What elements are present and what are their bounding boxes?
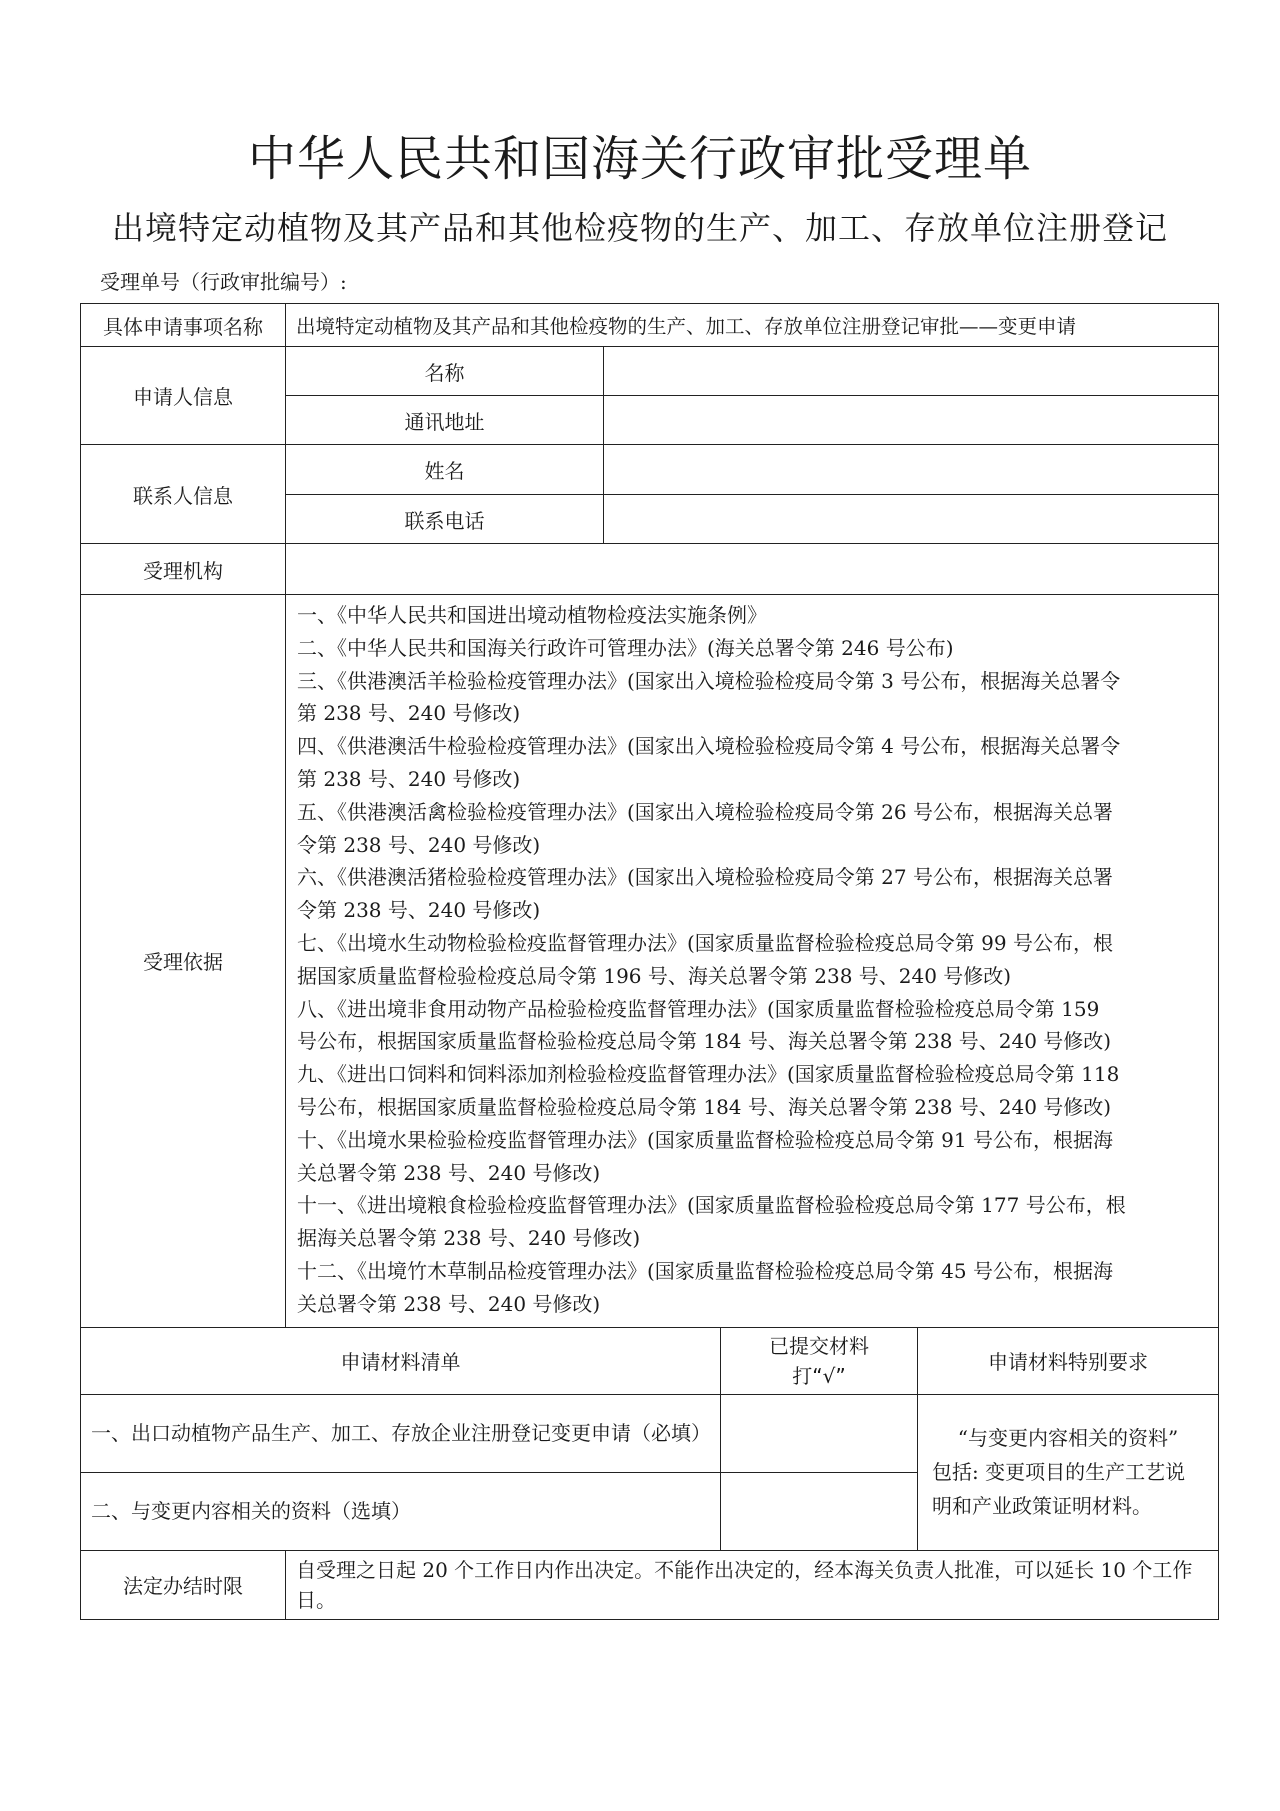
basis-line: 据海关总署令第 238 号、240 号修改) — [297, 1226, 641, 1251]
agency-row — [81, 544, 1219, 595]
applicant-address-label: 通讯地址 — [286, 396, 604, 445]
agency-label: 受理机构 — [81, 544, 286, 595]
item-value: 出境特定动植物及其产品和其他检疫物的生产、加工、存放单位注册登记审批——变更申请 — [286, 304, 1219, 347]
basis-line: 九、《进出口饲料和饲料添加剂检验检疫监督管理办法》(国家质量监督检验检疫总局令第 118 — [297, 1062, 1120, 1087]
basis-line: 六、《供港澳活猪检验检疫管理办法》(国家出入境检验检疫局令第 27 号公布，根据海关总署 — [297, 865, 1113, 890]
requirement-line-1: “与变更内容相关的资料” — [957, 1426, 1179, 1451]
contact-name-field[interactable] — [604, 445, 1219, 495]
basis-line: 令第 238 号、240 号修改) — [297, 832, 541, 857]
basis-line: 关总署令第 238 号、240 号修改) — [297, 1160, 601, 1185]
contact-phone-label: 联系电话 — [286, 495, 604, 544]
basis-line: 号公布，根据国家质量监督检验检疫总局令第 184 号、海关总署令第 238 号、240 号修改) — [297, 1029, 1112, 1054]
material-item-2-checkbox[interactable] — [721, 1472, 918, 1550]
basis-line: 二、《中华人民共和国海关行政许可管理办法》(海关总署令第 246 号公布) — [297, 635, 954, 660]
basis-line: 三、《供港澳活羊检验检疫管理办法》(国家出入境检验检疫局令第 3 号公布，根据海关总署令 — [297, 668, 1121, 693]
materials-list-header: 申请材料清单 — [81, 1327, 721, 1394]
basis-line: 第 238 号、240 号修改) — [297, 766, 521, 791]
basis-line: 四、《供港澳活牛检验检疫管理办法》(国家出入境检验检疫局令第 4 号公布，根据海关总署令 — [297, 734, 1121, 759]
contact-info-label: 联系人信息 — [81, 445, 286, 544]
item-row — [81, 304, 1219, 347]
contact-name-row — [81, 445, 1219, 495]
basis-line: 十二、《出境竹木草制品检疫管理办法》(国家质量监督检验检疫总局令第 45 号公布，根据海 — [297, 1258, 1113, 1283]
approval-form-table — [80, 303, 1219, 1620]
applicant-name-field[interactable] — [604, 347, 1219, 396]
accept-number-label: 受理单号（行政审批编号）: — [100, 270, 347, 294]
materials-submitted-header — [721, 1327, 918, 1394]
document-subtitle: 出境特定动植物及其产品和其他检疫物的生产、加工、存放单位注册登记 — [111, 209, 1168, 247]
basis-label: 受理依据 — [81, 595, 286, 1328]
basis-line: 据国家质量监督检验检疫总局令第 196 号、海关总署令第 238 号、240 号修改) — [297, 963, 1012, 988]
document-title: 中华人民共和国海关行政审批受理单 — [247, 131, 1032, 187]
basis-line: 七、《出境水生动物检验检疫监督管理办法》(国家质量监督检验检疫总局令第 99 号公布，根 — [297, 930, 1113, 955]
material-item-1-checkbox[interactable] — [721, 1394, 918, 1472]
basis-line: 十一、《进出境粮食检验检疫监督管理办法》(国家质量监督检验检疫总局令第 177 号公布，根 — [297, 1193, 1126, 1218]
basis-line: 号公布，根据国家质量监督检验检疫总局令第 184 号、海关总署令第 238 号、240 号修改) — [297, 1094, 1112, 1119]
item-label: 具体申请事项名称 — [81, 304, 286, 347]
applicant-name-row — [81, 347, 1219, 396]
applicant-address-field[interactable] — [604, 396, 1219, 445]
contact-phone-field[interactable] — [604, 495, 1219, 544]
basis-line: 令第 238 号、240 号修改) — [297, 898, 541, 923]
basis-line: 一、《中华人民共和国进出境动植物检疫法实施条例》 — [297, 603, 767, 627]
basis-line: 十、《出境水果检验检疫监督管理办法》(国家质量监督检验检疫总局令第 91 号公布，根据海 — [297, 1127, 1113, 1152]
applicant-info-label: 申请人信息 — [81, 347, 286, 445]
materials-header-row — [81, 1327, 1219, 1394]
materials-submitted-header-line2: 打“√” — [792, 1363, 846, 1388]
basis-content — [286, 595, 1219, 1328]
deadline-value: 自受理之日起 20 个工作日内作出决定。不能作出决定的，经本海关负责人批准，可以延长 10 个工作日。 — [286, 1550, 1219, 1619]
basis-row — [81, 595, 1219, 1328]
deadline-label: 法定办结时限 — [81, 1550, 286, 1619]
material-item-2: 二、与变更内容相关的资料（选填） — [81, 1472, 721, 1550]
materials-requirements-cell — [918, 1394, 1219, 1550]
basis-line: 八、《进出境非食用动物产品检验检疫监督管理办法》(国家质量监督检验检疫总局令第 159 — [297, 996, 1100, 1021]
requirement-line-2: 包括: 变更项目的生产工艺说明和产业政策证明材料。 — [932, 1460, 1186, 1519]
basis-line: 关总署令第 238 号、240 号修改) — [297, 1291, 601, 1316]
agency-field[interactable] — [286, 544, 1219, 595]
contact-name-label: 姓名 — [286, 445, 604, 495]
deadline-row — [81, 1550, 1219, 1619]
applicant-name-label: 名称 — [286, 347, 604, 396]
materials-requirements-header: 申请材料特别要求 — [918, 1327, 1219, 1394]
basis-line: 五、《供港澳活禽检验检疫管理办法》(国家出入境检验检疫局令第 26 号公布，根据海关总署 — [297, 799, 1113, 824]
materials-submitted-header-line1: 已提交材料 — [769, 1333, 869, 1358]
basis-line: 第 238 号、240 号修改) — [297, 701, 521, 726]
material-row — [81, 1394, 1219, 1472]
material-item-1: 一、出口动植物产品生产、加工、存放企业注册登记变更申请（必填） — [81, 1394, 721, 1472]
